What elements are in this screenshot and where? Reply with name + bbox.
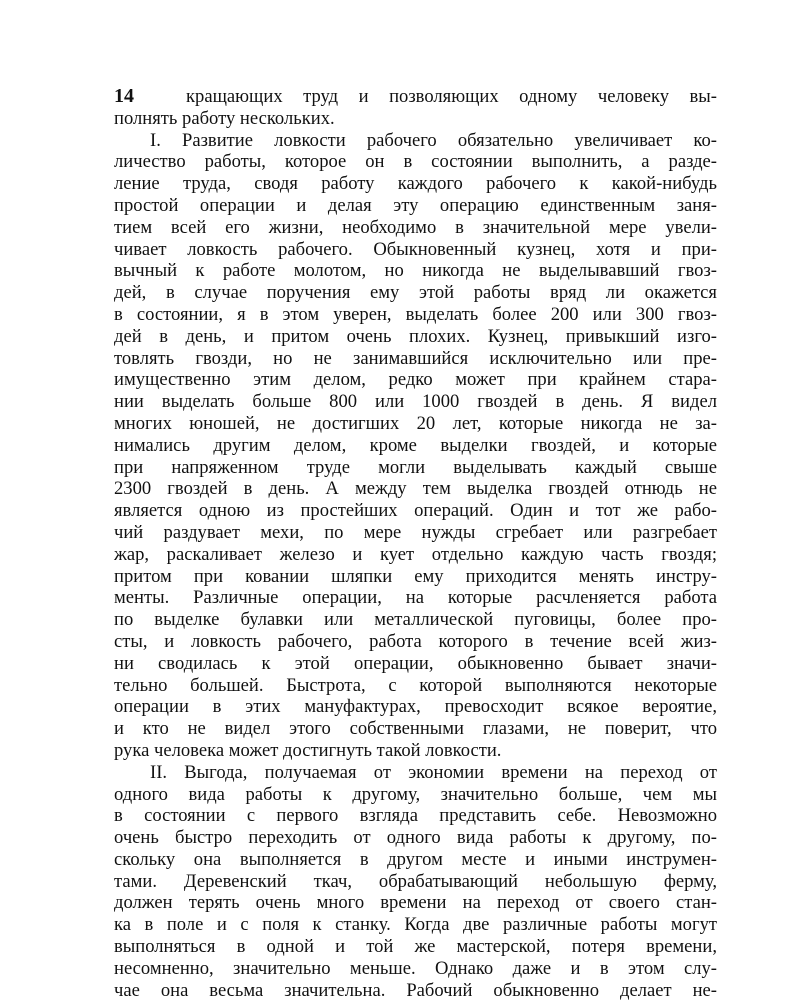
text-line: кращающих труд и позволяющих одному человеку вы- bbox=[186, 86, 717, 107]
text-line: дей, в случае поручения ему этой работы вряд ли окажется bbox=[114, 282, 717, 304]
text-line: несомненно, значительно меньше. Однако даже и в этом слу- bbox=[114, 957, 717, 979]
text-line: нии выделать больше 800 или 1000 гвоздей в день. Я видел bbox=[114, 391, 717, 413]
text-line: в состоянии с первого взгляда представить себе. Невозможно bbox=[114, 805, 717, 827]
text-line: жар, раскаливает железо и кует отдельно каждую часть гвоздя; bbox=[114, 543, 717, 565]
paragraph-start-line: I. Развитие ловкости рабочего обязательно увеличивает ко- bbox=[150, 129, 717, 151]
text-line: 2300 гвоздей в день. А между тем выделка гвоздей отнюдь не bbox=[114, 478, 717, 500]
text-line: имущественно этим делом, редко может при крайнем стара- bbox=[114, 369, 717, 391]
text-line: сты, и ловкость рабочего, работа которого в течение всей жиз- bbox=[114, 630, 717, 652]
text-line: товлять гвозди, но не занимавшийся исключительно или пре- bbox=[114, 347, 717, 369]
text-line: менты. Различные операции, на которые расчленяется работа bbox=[114, 587, 717, 609]
page-number: 14 bbox=[114, 85, 134, 107]
text-line: притом при ковании шляпки ему приходится менять инстру- bbox=[114, 565, 717, 587]
text-line: рука человека может достигнуть такой ловкости. bbox=[114, 739, 502, 761]
text-line: должен терять очень много времени на переход от своего стан- bbox=[114, 892, 717, 914]
text-line: ка в поле и с поля к станку. Когда две различные работы могут bbox=[114, 914, 717, 936]
text-line: выполняться в одной и той же мастерской, потеря времени, bbox=[114, 936, 717, 958]
text-line: по выделке булавки или металлической пуговицы, более про- bbox=[114, 609, 717, 631]
text-line: дей в день, и притом очень плохих. Кузнец, привыкший изго- bbox=[114, 325, 717, 347]
text-line: простой операции и делая эту операцию единственным заня- bbox=[114, 194, 717, 216]
text-line: в состоянии, я в этом уверен, выделать более 200 или 300 гвоз- bbox=[114, 303, 717, 325]
text-line: одного вида работы к другому, значительно больше, чем мы bbox=[114, 783, 717, 805]
body-text bbox=[114, 86, 717, 1001]
text-line: ление труда, сводя работу каждого рабочего к какой-нибудь bbox=[114, 173, 717, 195]
text-line: скольку она выполняется в другом месте и иными инструмен- bbox=[114, 848, 717, 870]
text-line: многих юношей, не достигших 20 лет, которые никогда не за- bbox=[114, 412, 717, 434]
text-line: чивает ловкость рабочего. Обыкновенный кузнец, хотя и при- bbox=[114, 238, 717, 260]
text-line: и кто не видел этого собственными глазами, не поверит, что bbox=[114, 718, 717, 740]
text-line: операции в этих мануфактурах, превосходит всякое вероятие, bbox=[114, 696, 717, 718]
text-line: тельно большей. Быстрота, с которой выполняются некоторые bbox=[114, 674, 717, 696]
text-line: нимались другим делом, кроме выделки гвоздей, и которые bbox=[114, 434, 717, 456]
text-line: при напряженном труде могли выделывать каждый свыше bbox=[114, 456, 717, 478]
text-line: личество работы, которое он в состоянии выполнить, а разде- bbox=[114, 151, 717, 173]
text-line: ни сводилась к этой операции, обыкновенно бывает значи- bbox=[114, 652, 717, 674]
text-line: тами. Деревенский ткач, обрабатывающий небольшую ферму, bbox=[114, 870, 717, 892]
text-line: очень быстро переходить от одного вида работы к другому, по- bbox=[114, 827, 717, 849]
text-line: тием всей его жизни, необходимо в значительной мере увели- bbox=[114, 216, 717, 238]
text-line: полнять работу нескольких. bbox=[114, 107, 335, 129]
text-line: является одною из простейших операций. Один и тот же рабо- bbox=[114, 500, 717, 522]
text-line: чий раздувает мехи, по мере нужды сгребает или разгребает bbox=[114, 521, 717, 543]
paragraph-start-line: II. Выгода, получаемая от экономии времени на переход от bbox=[150, 761, 717, 783]
text-line: вычный к работе молотом, но никогда не выделывавший гвоз- bbox=[114, 260, 717, 282]
text-line: чае она весьма значительна. Рабочий обыкновенно делает не- bbox=[114, 979, 717, 1001]
